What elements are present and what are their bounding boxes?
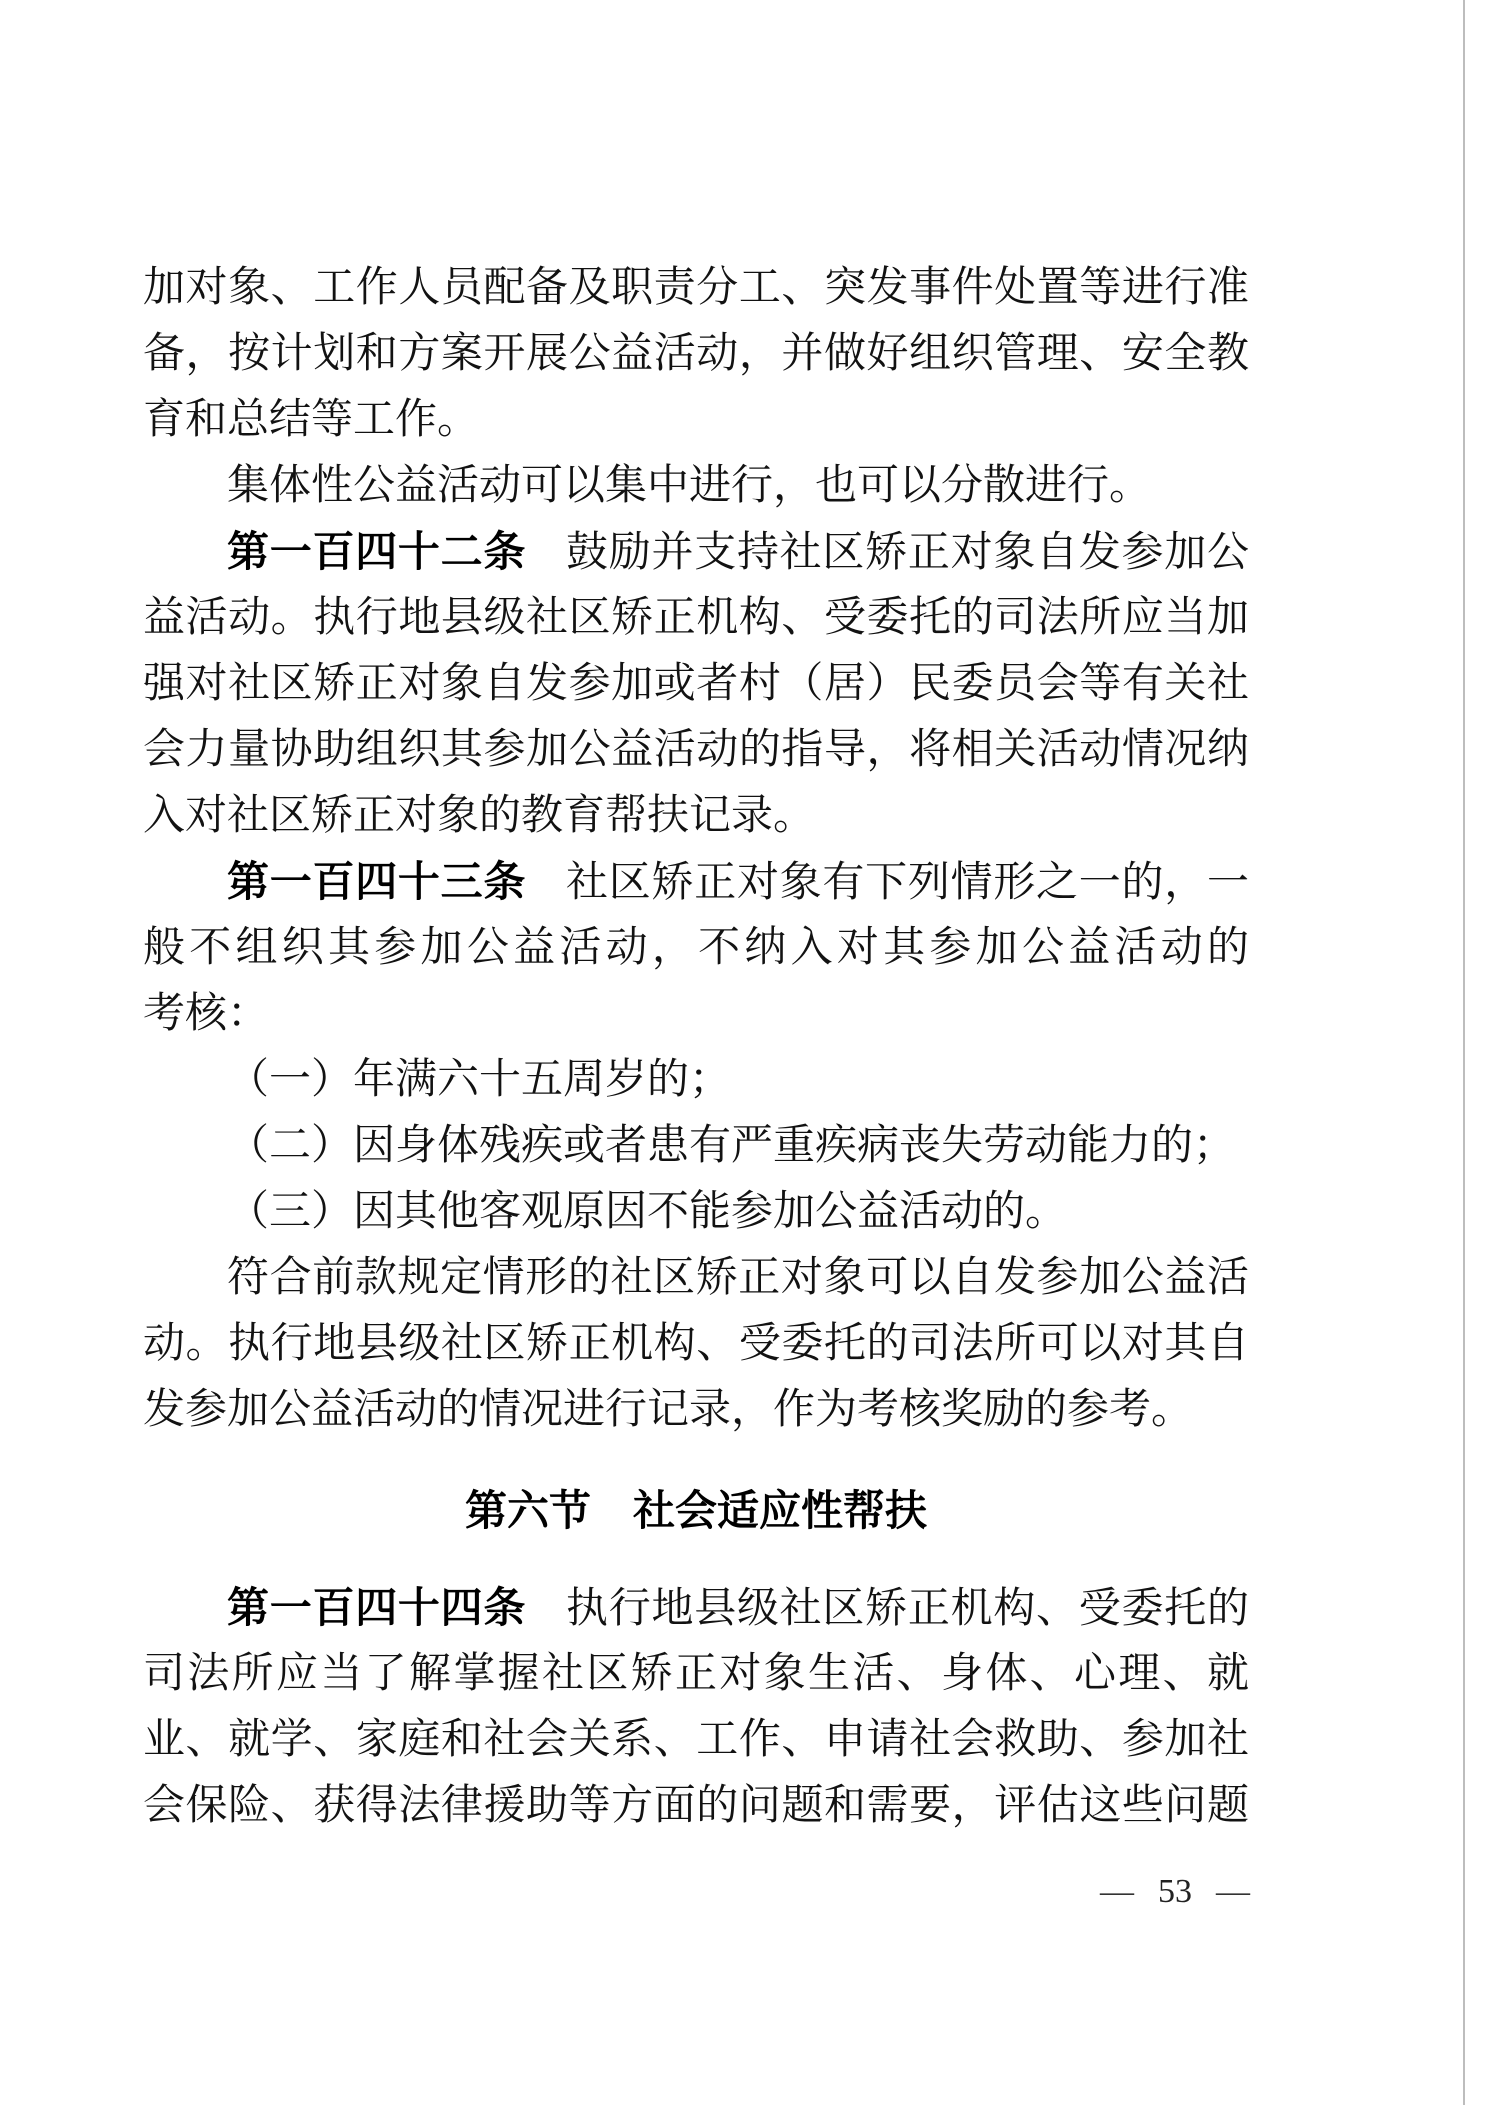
- text-line: 般不组织其参加公益活动，不纳入对其参加公益活动的: [143, 925, 1249, 971]
- text-line: 会力量协助组织其参加公益活动的指导，将相关活动情况纳: [143, 727, 1249, 773]
- article-number: 第一百四十二条: [227, 528, 527, 575]
- text-line: 考核：: [143, 991, 270, 1037]
- text-line: 育和总结等工作。: [143, 397, 480, 443]
- page-footer: [1100, 1872, 1250, 1912]
- text-line-article-142: [143, 519, 1249, 585]
- text-line: 强对社区矫正对象自发参加或者村（居）民委员会等有关社: [143, 661, 1249, 707]
- list-item-1: （一）年满六十五周岁的；: [227, 1057, 732, 1103]
- text-line: 动。执行地县级社区矫正机构、受委托的司法所可以对其自: [143, 1321, 1249, 1367]
- section-number: 第六节: [464, 1489, 591, 1535]
- text-line: 符合前款规定情形的社区矫正对象可以自发参加公益活: [227, 1255, 1249, 1301]
- article-lead-text: 执行地县级社区矫正机构、受委托的: [566, 1586, 1249, 1632]
- text-line: 备，按计划和方案开展公益活动，并做好组织管理、安全教: [143, 331, 1249, 377]
- footer-dash-left: —: [1100, 1873, 1134, 1910]
- article-lead-text: 鼓励并支持社区矫正对象自发参加公: [566, 530, 1249, 576]
- text-line: 司法所应当了解掌握社区矫正对象生活、身体、心理、就: [143, 1651, 1249, 1697]
- text-line-article-144: [143, 1575, 1249, 1641]
- section-title: 社会适应性帮扶: [633, 1489, 928, 1535]
- footer-dash-right: —: [1216, 1873, 1250, 1910]
- text-line: 益活动。执行地县级社区矫正机构、受委托的司法所应当加: [143, 595, 1249, 641]
- list-item-2: （二）因身体残疾或者患有严重疾病丧失劳动能力的；: [227, 1123, 1236, 1169]
- scan-artifact-line: [1463, 0, 1465, 2105]
- text-block: [143, 255, 1249, 1839]
- text-line: 入对社区矫正对象的教育帮扶记录。: [143, 793, 816, 839]
- text-line: 业、就学、家庭和社会关系、工作、申请社会救助、参加社: [143, 1717, 1249, 1763]
- text-line-article-143: [143, 849, 1249, 915]
- text-line: 发参加公益活动的情况进行记录，作为考核奖励的参考。: [143, 1387, 1194, 1433]
- text-line: 会保险、获得法律援助等方面的问题和需要，评估这些问题: [143, 1783, 1249, 1829]
- list-item-3: （三）因其他客观原因不能参加公益活动的。: [227, 1189, 1068, 1235]
- section-header: [143, 1479, 1249, 1545]
- article-number: 第一百四十四条: [227, 1584, 527, 1631]
- text-line: 加对象、工作人员配备及职责分工、突发事件处置等进行准: [143, 265, 1249, 311]
- article-number: 第一百四十三条: [227, 858, 527, 905]
- text-line: 集体性公益活动可以集中进行，也可以分散进行。: [227, 463, 1152, 509]
- page-number: 53: [1158, 1873, 1192, 1910]
- article-lead-text: 社区矫正对象有下列情形之一的，一: [566, 860, 1249, 906]
